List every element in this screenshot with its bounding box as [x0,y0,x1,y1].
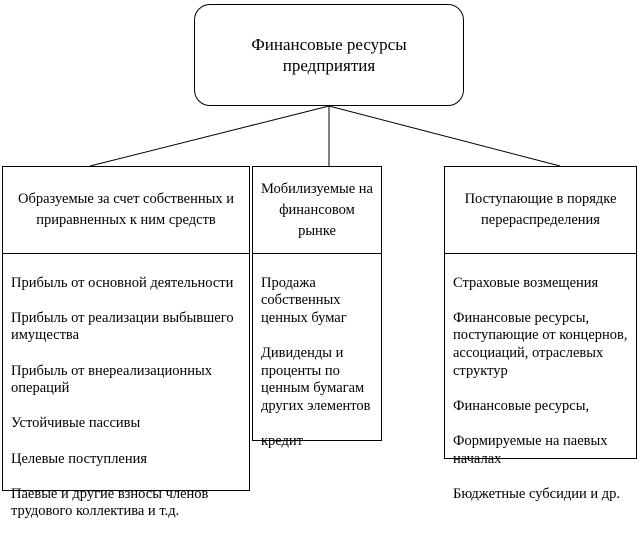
column-header-own-funds [2,166,250,254]
column-header-text: Образуемые за счет собственных и приравненных к ним средств [18,191,234,228]
column-header-text: Мобилизуемые на финансовом рынке [260,180,373,239]
column-body-financial-market [252,253,382,449]
list-item: Формируемые на паевых началах [453,432,608,467]
list-item: Дивиденды и проценты по ценным бумагам других элементов [261,344,371,414]
list-item: Паевые и другие взносы членов трудового коллектива и т.д. [11,485,209,520]
column-body-redistribution [444,253,637,502]
list-item: Прибыль от основной деятельности [11,274,234,291]
column-header-text: Поступающие в порядке перераспределения [464,191,617,228]
list-item: Финансовые ресурсы, поступающие от концернов, ассоциаций, отраслевых структур [453,309,628,379]
root-node-financial-resources [194,4,464,106]
list-item: Устойчивые пассивы [11,415,141,432]
list-item: Страховые возмещения [453,274,599,291]
column-body-own-funds [2,253,250,520]
connector-left [90,106,329,166]
column-header-financial-market [252,166,382,254]
list-item: кредит [261,432,304,449]
connector-right [329,106,560,166]
list-item: Целевые поступления [11,450,148,467]
list-item: Финансовые ресурсы, [453,397,590,414]
list-item: Прибыль от реализации выбывшего имущества [11,309,234,344]
list-item: Бюджетные субсидии и др. [453,485,620,502]
root-title: Финансовые ресурсы предприятия [251,35,407,75]
column-header-redistribution [444,166,637,254]
list-item: Продажа собственных ценных бумаг [261,274,347,326]
list-item: Прибыль от внереализационных операций [11,362,213,397]
